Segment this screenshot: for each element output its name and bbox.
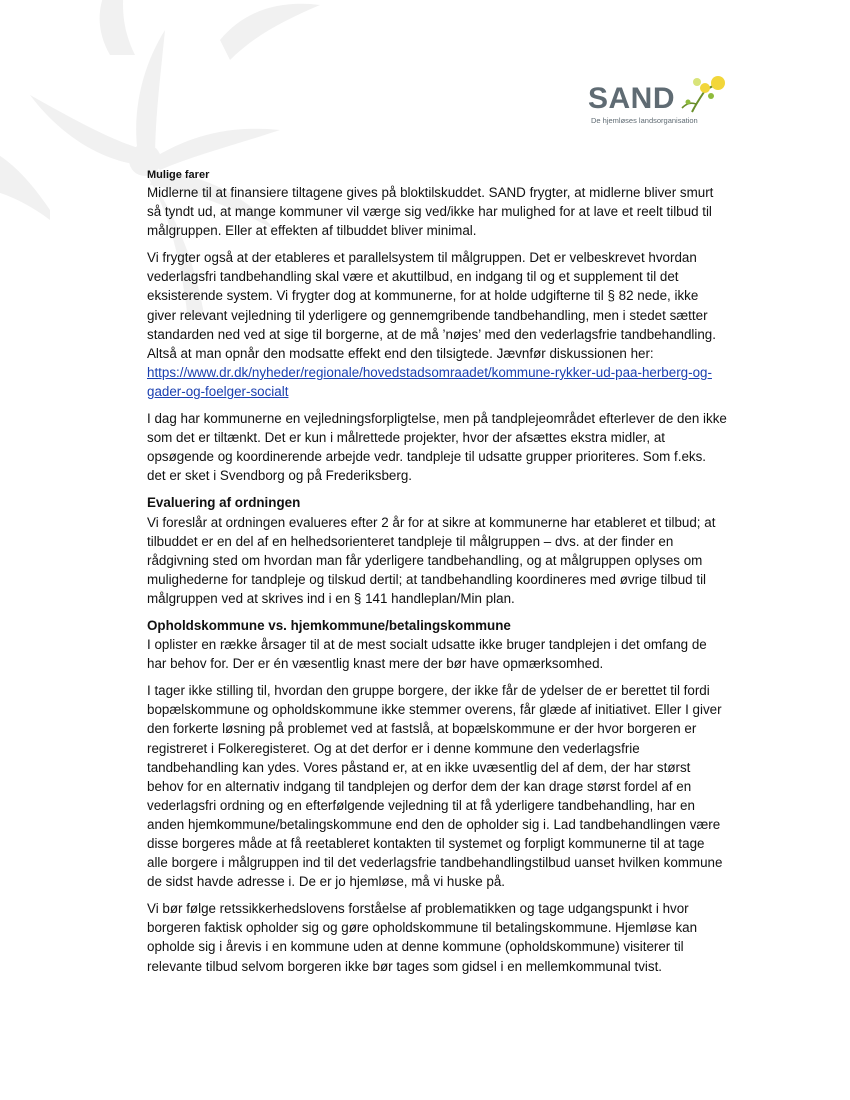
logo-tagline: De hjemløses landsorganisation (591, 116, 698, 125)
heading-evaluering: Evaluering af ordningen (147, 495, 301, 511)
paragraph: Vi foreslår at ordningen evalueres efter 2 år for at sikre at kommunerne har etableret et tilbud; at tilbuddet er en del af en helhedsorienteret tandpleje til målgruppen – dvs. at der finder en rådgivning sted om hvordan man får yderligere tandbehandling, og at målgruppen oplyses om mulighederne for tandpleje og tilskud dertil; at tandbehandling koordineres med øvrige tilbud til målgruppen ved at skrives ind i en § 141 handleplan/Min plan. (147, 514, 716, 606)
document-body (147, 168, 727, 984)
paragraph: I tager ikke stilling til, hvordan den gruppe borgere, der ikke får de ydelser de er berettet til fordi bopælskommune og opholdskommune ikke stemmer overens, får glæde af initiativet. Eller I giver den forkerte løsning på problemet ved at fastslå, at bopælskommune er der hvor borgeren er registreret i Folkeregisteret. Og at det derfor er i denne kommune den vederlagsfrie tandbehandling kan ydes. Vores påstand er, at en ikke uvæsentlig del af dem, der har størst behov for en alternativ indgang til tandplejen og derfor dem der kan drage størst fordel af en vederlagsfri ordning og en efterfølgende vejledning til at få yderligere tandbehandling, har en anden hjemkommune/betalingskommune end den de opholder sig i. Lad tandbehandlingen være disse borgeres måde at få reetableret kontakten til systemet og forpligt kommunerne til at tage alle borgere i målgruppen ind til det vederlagsfrie tandbehandlingstilbud uanset hvilken kommune de sidst havde adresse i. De er jo hjemløse, må vi huske på. (147, 683, 723, 890)
sand-logo (588, 74, 738, 130)
heading-mulige-farer: Mulige farer (147, 169, 210, 181)
paragraph-text: Vi frygter også at der etableres et parallelsystem til målgruppen. Det er velbeskrevet hvordan vederlagsfri tandbehandling skal være et akuttilbud, en indgang til og et supplement til det eksisterende system. Vi frygter dog at kommunerne, for at holde udgifterne til § 82 nede, ikke giver relevant vejledning til yderligere og gennemgribende tandbehandling, men i stedet sætter standarden ned ved at sige til borgerne, at de må ’nøjes’ med den vederlagsfrie tandbehandling. Altså at man opnår den modsatte effekt end den tilsigtede. Jævnfør diskussionen her: (147, 250, 716, 361)
paragraph: Midlerne til at finansiere tiltagene gives på bloktilskuddet. SAND frygter, at midlerne bliver smurt så tyndt ud, at mange kommuner vil værge sig ved/ikke har mulighed for at lave et reelt tilbud til målgruppen. Eller at effekten af tilbuddet bliver minimal. (147, 185, 714, 239)
dr-article-link[interactable]: https://www.dr.dk/nyheder/regionale/hovedstadsomraadet/kommune-rykker-ud-paa-herberg-og-gader-og-foelger-socialt (147, 364, 712, 399)
dandelion-icon (678, 74, 726, 114)
paragraph: I oplister en række årsager til at de mest socialt udsatte ikke bruger tandplejen i det omfang de har behov for. Der er én væsentlig knast mere der bør have opmærksomhed. (147, 637, 707, 672)
paragraph: Vi bør følge retssikkerhedslovens forståelse af problematikken og tage udgangspunkt i hvor borgeren faktisk opholder sig og gøre opholdskommune til betalingskommune. Hjemløse kan opholde sig i årevis i en kommune uden at denne kommune (opholdskommune) visiterer til relevante tilbud selvom borgeren ikke bør tages som gidsel i en mellemkommunal tvist. (147, 901, 698, 974)
heading-opholdskommune: Opholdskommune vs. hjemkommune/betalingskommune (147, 617, 511, 633)
paragraph (147, 248, 727, 401)
logo-wordmark: SAND (588, 82, 676, 115)
paragraph: I dag har kommunerne en vejledningsforpligtelse, men på tandplejeområdet efterlever de den ikke som det er tiltænkt. Det er kun i målrettede projekter, hvor der afsættes ekstra midler, at opsøgende og koordinerende arbejde vedr. tandpleje til udsatte grupper prioriteres. Som f.eks. det er sket i Svendborg og på Frederiksberg. (147, 411, 727, 484)
